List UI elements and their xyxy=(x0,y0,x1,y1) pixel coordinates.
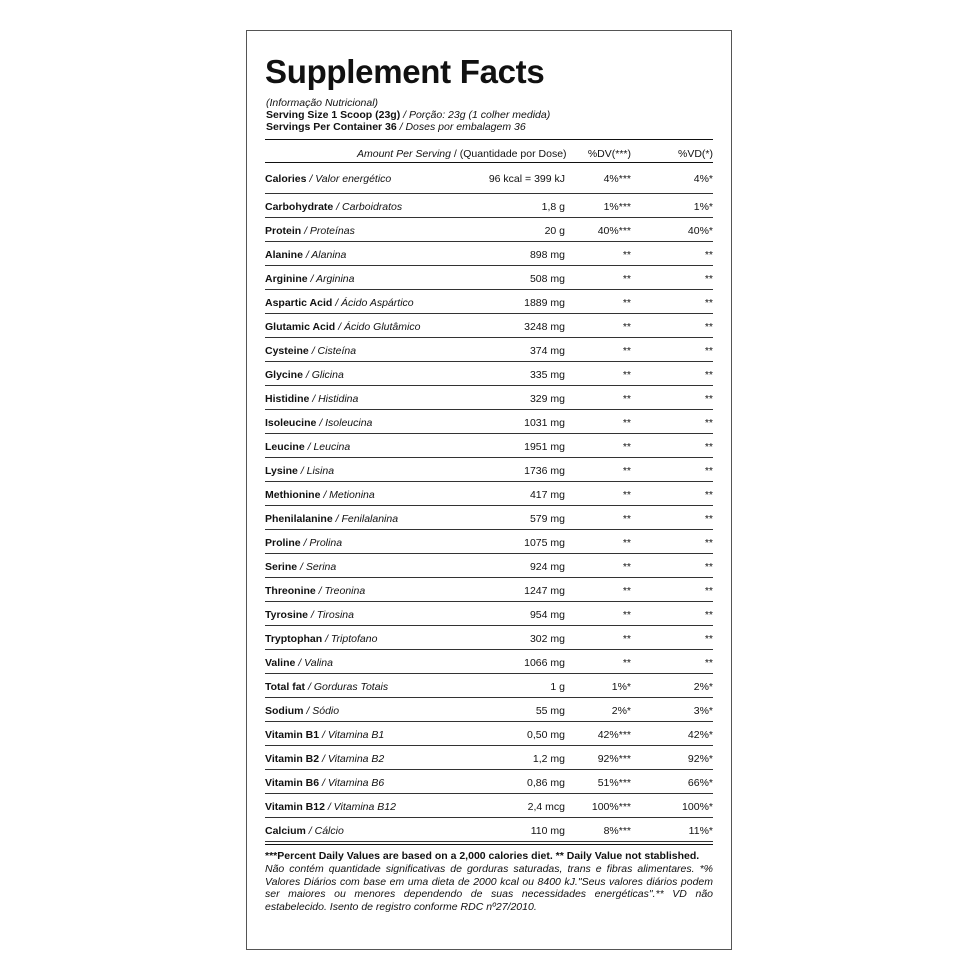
nutrient-vd: ** xyxy=(704,561,713,573)
nutrient-amount: 302 mg xyxy=(529,633,565,645)
nutrient-name-pt: / Metionina xyxy=(320,489,375,501)
servings-per-container xyxy=(266,121,526,134)
nutrient-vd: ** xyxy=(704,489,713,501)
serving-size-translation: / Porção: 23g (1 colher medida) xyxy=(400,109,551,121)
nutrient-name xyxy=(265,273,354,285)
amount-header-pt: / (Quantidade por Dose) xyxy=(450,148,567,160)
nutrient-name-pt: / Lisina xyxy=(297,465,335,477)
nutrient-name-pt: / Histidina xyxy=(309,393,359,405)
nutrient-name-pt: / Serina xyxy=(297,561,337,573)
nutrient-amount: 508 mg xyxy=(529,273,565,285)
nutrient-vd: ** xyxy=(704,417,713,429)
nutrient-amount: 924 mg xyxy=(529,561,565,573)
nutrient-name xyxy=(265,777,384,789)
nutrient-dv: 92%*** xyxy=(597,753,631,765)
nutrient-name-pt: / Ácido Aspártico xyxy=(332,297,414,309)
nutrient-vd: ** xyxy=(704,345,713,357)
nutrient-name xyxy=(265,297,414,309)
nutrient-amount: 110 mg xyxy=(530,825,565,837)
nutrient-dv: ** xyxy=(622,657,631,669)
bottom-divider xyxy=(265,844,713,845)
nutrient-name xyxy=(265,705,339,717)
nutrient-name-en: Vitamin B12 xyxy=(265,801,325,813)
nutrient-amount: 1247 mg xyxy=(524,585,565,597)
nutrient-amount: 1,8 g xyxy=(541,201,565,213)
nutrient-dv: ** xyxy=(622,537,631,549)
nutrient-name xyxy=(265,249,346,261)
nutrient-name xyxy=(265,801,396,813)
nutrient-amount: 1951 mg xyxy=(524,441,565,453)
nutrient-name xyxy=(265,585,365,597)
nutrient-dv: 1%* xyxy=(611,681,631,693)
nutrient-name-pt: / Valor energético xyxy=(306,173,392,185)
nutrient-row xyxy=(265,361,713,386)
nutrient-name-en: Total fat xyxy=(265,681,306,693)
nutrient-name-en: Threonine xyxy=(265,585,316,597)
nutrient-dv: ** xyxy=(622,513,631,525)
nutrient-name xyxy=(265,369,344,381)
nutrient-amount: 55 mg xyxy=(535,705,565,717)
nutrient-dv: ** xyxy=(622,273,631,285)
nutrient-row xyxy=(265,313,713,338)
nutrient-row xyxy=(265,289,713,314)
nutrient-row xyxy=(265,505,713,530)
nutrient-name-en: Vitamin B2 xyxy=(265,753,320,765)
nutrient-dv: ** xyxy=(622,609,631,621)
nutrient-vd: ** xyxy=(704,369,713,381)
nutrient-row xyxy=(265,697,713,722)
nutrient-row xyxy=(265,217,713,242)
nutrient-vd: 2%* xyxy=(693,681,713,693)
nutrient-name-pt: / Cálcio xyxy=(305,825,344,837)
nutrient-amount: 1889 mg xyxy=(524,297,565,309)
nutrient-dv: 42%*** xyxy=(597,729,631,741)
nutrient-vd: 11%* xyxy=(688,825,713,837)
nutrient-row xyxy=(265,457,713,482)
nutrient-dv: ** xyxy=(622,345,631,357)
nutrient-vd: 92%* xyxy=(687,753,713,765)
nutrient-name-pt: / Prolina xyxy=(300,537,343,549)
nutrient-name-en: Isoleucine xyxy=(265,417,317,429)
nutrient-name-en: Sodium xyxy=(265,705,304,717)
nutrient-name-pt: / Proteínas xyxy=(301,225,355,237)
nutrient-vd: ** xyxy=(704,393,713,405)
nutrient-name xyxy=(265,657,333,669)
nutrient-vd: 100%* xyxy=(682,801,713,813)
nutrient-name-en: Vitamin B1 xyxy=(265,729,320,741)
nutrient-name xyxy=(265,465,334,477)
nutrient-name-pt: / Isoleucina xyxy=(316,417,373,429)
nutrient-row xyxy=(265,481,713,506)
nutrient-name-en: Calories xyxy=(265,173,307,185)
nutrient-dv: ** xyxy=(622,369,631,381)
serving-size-label: Serving Size 1 Scoop (23g) xyxy=(266,109,401,121)
nutrient-name-pt: / Vitamina B1 xyxy=(319,729,385,741)
nutrient-name-pt: / Fenilalanina xyxy=(332,513,399,525)
nutrient-name xyxy=(265,393,358,405)
nutrient-vd: 66%* xyxy=(687,777,713,789)
nutrient-dv: 100%*** xyxy=(591,801,631,813)
nutrient-dv: ** xyxy=(622,393,631,405)
nutrient-vd: ** xyxy=(704,441,713,453)
nutrient-vd: ** xyxy=(704,633,713,645)
amount-per-serving-header xyxy=(357,148,567,160)
nutrient-name-pt: / Leucina xyxy=(304,441,351,453)
nutrient-amount: 0,86 mg xyxy=(527,777,565,789)
footnotes xyxy=(265,850,713,914)
nutrient-name-en: Serine xyxy=(265,561,298,573)
nutrient-row xyxy=(265,553,713,578)
nutrient-amount: 374 mg xyxy=(529,345,565,357)
nutrient-vd: ** xyxy=(704,465,713,477)
nutrient-name xyxy=(265,609,354,621)
nutrient-dv: ** xyxy=(622,417,631,429)
amount-header-en: Amount Per Serving xyxy=(357,148,451,160)
nutrient-vd: 42%* xyxy=(687,729,713,741)
nutrient-name-pt: / Gorduras Totais xyxy=(305,681,389,693)
servings-per-container-translation: / Doses por embalagem 36 xyxy=(396,121,526,133)
nutrient-name-pt: / Carboidratos xyxy=(333,201,403,213)
nutrient-name xyxy=(265,345,356,357)
nutrient-dv: ** xyxy=(622,561,631,573)
nutrient-name xyxy=(265,489,375,501)
nutrient-name-pt: / Sódio xyxy=(303,705,340,717)
nutrient-name xyxy=(265,225,355,237)
nutrient-name xyxy=(265,753,384,765)
nutrient-vd: 1%* xyxy=(693,201,713,213)
nutrient-name xyxy=(265,633,377,645)
nutrient-name-pt: / Cisteína xyxy=(308,345,357,357)
nutrient-name-pt: / Alanina xyxy=(302,249,347,261)
nutrient-dv: ** xyxy=(622,489,631,501)
nutrient-name-en: Histidine xyxy=(265,393,310,405)
nutrient-row xyxy=(265,625,713,650)
nutrient-dv: 1%*** xyxy=(603,201,631,213)
nutrient-dv: 51%*** xyxy=(597,777,631,789)
nutrient-amount: 1736 mg xyxy=(524,465,565,477)
nutrient-vd: ** xyxy=(704,585,713,597)
nutrient-vd: ** xyxy=(704,321,713,333)
footnote-portuguese: Não contém quantidade significativas de gorduras saturadas, trans e fibras alimentares. *% Valores Diários com base em uma dieta de 2000 kcal ou 8400 kJ."Seus valores diários podem ser maiores ou menores dependendo de suas necessidades energéticas".** VD não estabelecido. Isento de registro conforme RDC nº27/2010. xyxy=(265,862,713,914)
nutrient-amount: 1066 mg xyxy=(524,657,565,669)
nutrient-row xyxy=(265,649,713,674)
nutrient-vd: ** xyxy=(704,657,713,669)
nutrient-row xyxy=(265,529,713,554)
nutrient-vd: 40%* xyxy=(687,225,713,237)
nutrient-dv: ** xyxy=(622,441,631,453)
nutrient-name xyxy=(265,417,372,429)
nutrient-amount: 2,4 mcg xyxy=(527,801,565,813)
column-header xyxy=(265,148,713,162)
nutrient-name xyxy=(265,825,344,837)
nutrient-dv: ** xyxy=(622,465,631,477)
nutrient-name-en: Glycine xyxy=(265,369,303,381)
nutrient-name xyxy=(265,561,336,573)
nutrient-vd: ** xyxy=(704,609,713,621)
info-line-text: (Informação Nutricional) xyxy=(266,97,379,109)
nutrient-name-en: Cysteine xyxy=(265,345,309,357)
nutrient-amount: 1 g xyxy=(550,681,565,693)
nutrient-name-en: Calcium xyxy=(265,825,306,837)
nutrient-row xyxy=(265,385,713,410)
nutrient-amount: 954 mg xyxy=(529,609,565,621)
nutrient-vd: ** xyxy=(704,297,713,309)
nutrient-name-en: Leucine xyxy=(265,441,305,453)
nutrient-name-pt: / Treonina xyxy=(315,585,366,597)
nutrient-name-en: Protein xyxy=(265,225,302,237)
footnote-english: ***Percent Daily Values are based on a 2,000 calories diet. ** Daily Value not stablished. xyxy=(265,850,700,862)
nutrient-name xyxy=(265,173,391,185)
nutrient-row xyxy=(265,265,713,290)
nutrient-name xyxy=(265,729,384,741)
nutrient-name-pt: / Tirosina xyxy=(307,609,354,621)
nutrient-amount: 20 g xyxy=(544,225,565,237)
nutrient-amount: 1075 mg xyxy=(524,537,565,549)
nutrient-name-en: Glutamic Acid xyxy=(265,321,336,333)
nutrient-row xyxy=(265,409,713,434)
nutrient-row xyxy=(265,163,713,194)
nutrient-vd: 4%* xyxy=(693,173,713,185)
nutrient-name-en: Methionine xyxy=(265,489,321,501)
nutrient-name-en: Aspartic Acid xyxy=(265,297,333,309)
nutrient-name-pt: / Vitamina B2 xyxy=(319,753,385,765)
nutrient-vd: ** xyxy=(704,513,713,525)
nutrient-name-pt: / Vitamina B6 xyxy=(319,777,385,789)
top-divider xyxy=(265,139,713,140)
nutrient-amount: 898 mg xyxy=(529,249,565,261)
nutrient-name-en: Phenilalanine xyxy=(265,513,333,525)
nutrient-name xyxy=(265,681,388,693)
label-title: Supplement Facts xyxy=(265,53,545,90)
nutrient-vd: 3%* xyxy=(693,705,713,717)
nutrient-row xyxy=(265,745,713,770)
nutrient-dv: ** xyxy=(622,297,631,309)
dv-header: %DV(***) xyxy=(587,148,631,160)
nutrient-name xyxy=(265,441,350,453)
nutrient-name xyxy=(265,201,402,213)
supplement-facts-label xyxy=(246,30,732,950)
nutrient-dv: ** xyxy=(622,633,631,645)
nutrient-amount: 3248 mg xyxy=(524,321,565,333)
nutrient-row xyxy=(265,793,713,818)
nutrient-vd: ** xyxy=(704,249,713,261)
nutrient-amount: 579 mg xyxy=(529,513,565,525)
nutrient-amount: 335 mg xyxy=(529,369,565,381)
vd-header: %VD(*) xyxy=(677,148,713,160)
nutrient-row xyxy=(265,577,713,602)
nutrient-row xyxy=(265,769,713,794)
nutrient-row xyxy=(265,433,713,458)
nutrient-name-en: Carbohydrate xyxy=(265,201,334,213)
nutrient-name-en: Alanine xyxy=(265,249,303,261)
nutrient-row xyxy=(265,241,713,266)
nutrient-row xyxy=(265,601,713,626)
nutrient-name-en: Tryptophan xyxy=(265,633,323,645)
nutrient-row xyxy=(265,721,713,746)
nutrient-dv: ** xyxy=(622,249,631,261)
nutrient-dv: ** xyxy=(622,585,631,597)
nutrient-row xyxy=(265,193,713,218)
nutrient-name xyxy=(265,537,342,549)
nutrient-name-en: Lysine xyxy=(265,465,298,477)
nutrient-name-en: Arginine xyxy=(265,273,308,285)
nutrient-amount: 0,50 mg xyxy=(527,729,565,741)
nutrient-row xyxy=(265,337,713,362)
nutrient-row xyxy=(265,673,713,698)
nutrient-name-pt: / Glicina xyxy=(302,369,344,381)
nutrient-name xyxy=(265,321,420,333)
nutrient-dv: 2%* xyxy=(611,705,631,717)
nutrient-dv: 4%*** xyxy=(603,173,631,185)
nutrient-name xyxy=(265,513,398,525)
nutrient-name-pt: / Ácido Glutâmico xyxy=(335,321,421,333)
nutrient-amount: 96 kcal = 399 kJ xyxy=(488,173,565,185)
nutrient-name-pt: / Arginina xyxy=(307,273,355,285)
nutrient-dv: 8%*** xyxy=(603,825,631,837)
nutrient-dv: 40%*** xyxy=(597,225,631,237)
nutrient-name-en: Proline xyxy=(265,537,301,549)
nutrient-name-en: Tyrosine xyxy=(265,609,308,621)
nutrient-name-en: Valine xyxy=(265,657,296,669)
nutrient-amount: 417 mg xyxy=(529,489,565,501)
nutrient-amount: 329 mg xyxy=(529,393,565,405)
nutrient-amount: 1031 mg xyxy=(524,417,565,429)
nutrient-row xyxy=(265,817,713,842)
nutrient-name-pt: / Vitamina B12 xyxy=(324,801,396,813)
nutrient-dv: ** xyxy=(622,321,631,333)
nutrient-amount: 1,2 mg xyxy=(532,753,565,765)
nutrient-name-pt: / Valina xyxy=(295,657,333,669)
nutrient-vd: ** xyxy=(704,537,713,549)
nutrient-name-en: Vitamin B6 xyxy=(265,777,320,789)
nutrient-name-pt: / Triptofano xyxy=(322,633,378,645)
servings-per-container-label: Servings Per Container 36 xyxy=(266,121,397,133)
nutrient-vd: ** xyxy=(704,273,713,285)
